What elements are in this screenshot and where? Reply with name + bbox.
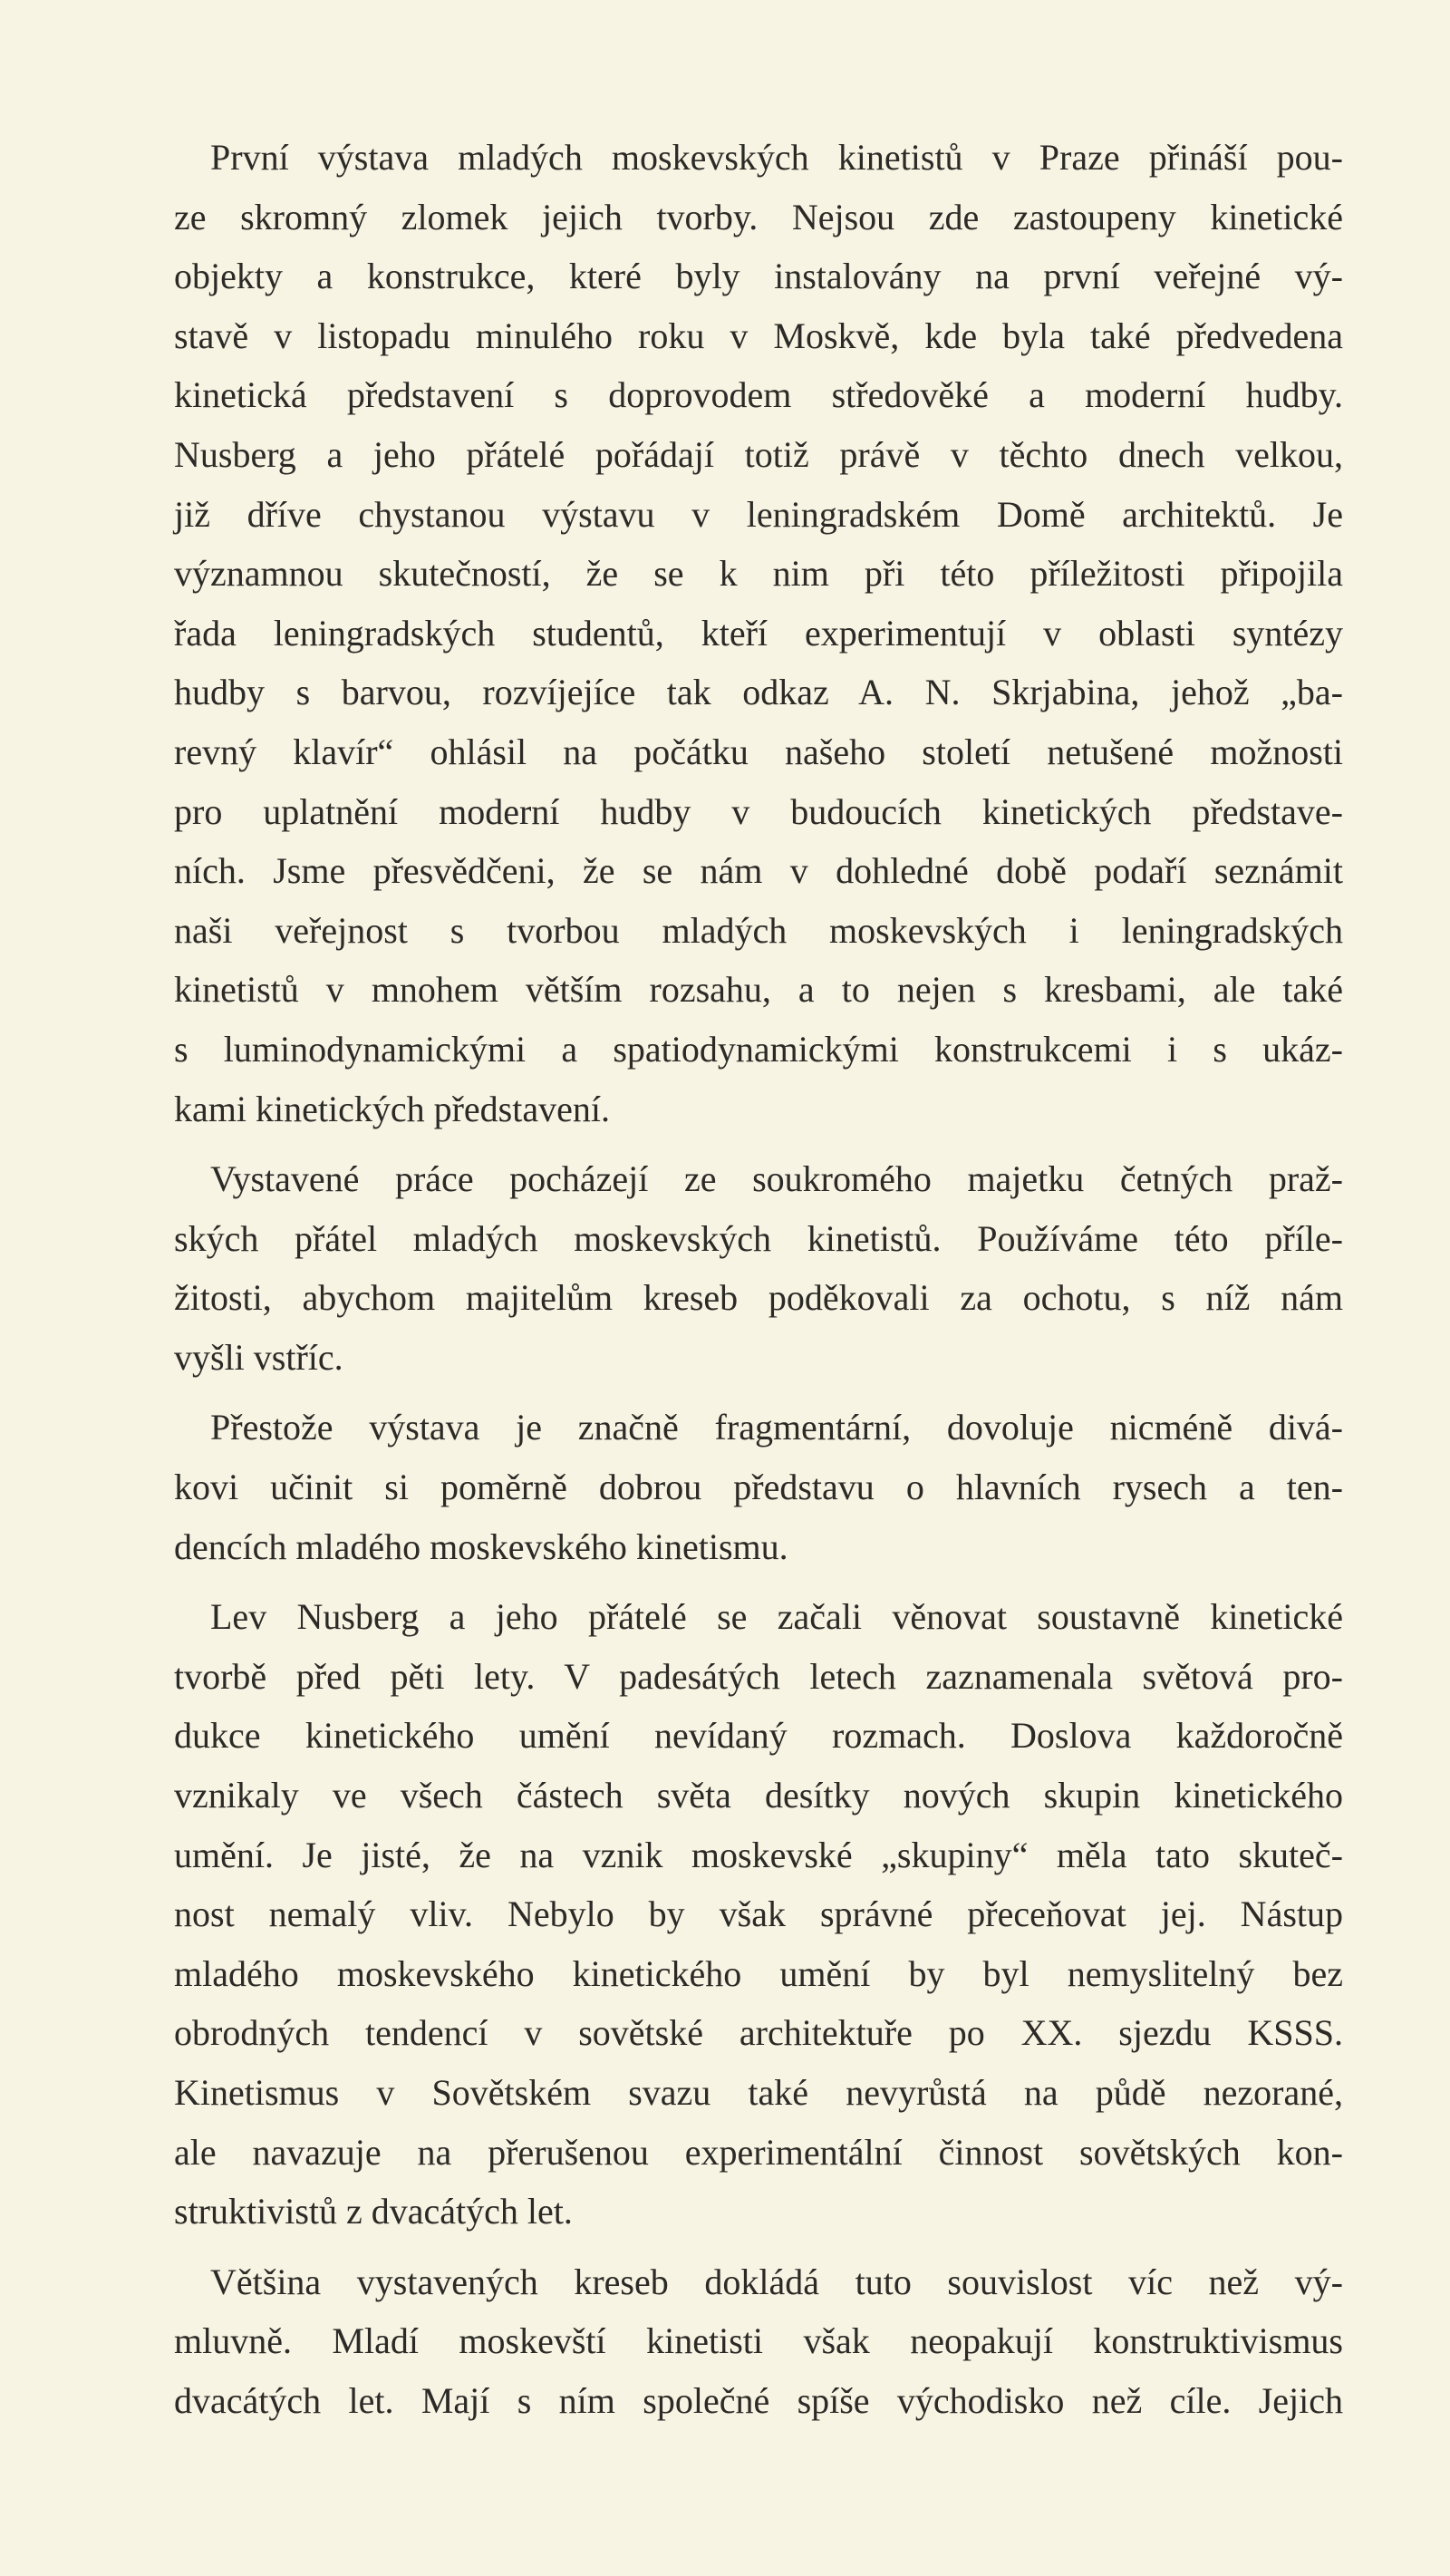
text-line: tvorbě před pěti lety. V padesátých letech zaznamenala světová pro-: [174, 1655, 1343, 1697]
text-line: významnou skutečností, že se k nim při této příležitosti připojila: [174, 553, 1343, 595]
paragraph: [174, 1149, 1343, 1387]
text-line: struktivistů z dvacátých let.: [174, 2191, 573, 2232]
text-line: vznikaly ve všech částech světa desítky nových skupin kinetického: [174, 1775, 1343, 1816]
text-line: mluvně. Mladí moskevští kinetisti však neopakují konstruktivismus: [174, 2320, 1343, 2362]
text-line: stavě v listopadu minulého roku v Moskvě, kde byla také předvedena: [174, 315, 1343, 356]
text-line: kovi učinit si poměrně dobrou představu o hlavních rysech a ten-: [174, 1467, 1343, 1508]
text-line: již dříve chystanou výstavu v leningradském Domě architektů. Je: [174, 493, 1343, 535]
text-line: kinetistů v mnohem větším rozsahu, a to nejen s kresbami, ale také: [174, 969, 1343, 1011]
text-line: Lev Nusberg a jeho přátelé se začali věnovat soustavně kinetické: [210, 1596, 1343, 1638]
text-line: mladého moskevského kinetického umění by byl nemyslitelný bez: [174, 1952, 1343, 1994]
text-line: Vystavené práce pocházejí ze soukromého majetku četných praž-: [210, 1158, 1343, 1200]
text-line: naši veřejnost s tvorbou mladých moskevských i leningradských: [174, 909, 1343, 951]
text-line: dukce kinetického umění nevídaný rozmach. Doslova každoročně: [174, 1715, 1343, 1757]
text-line: ze skromný zlomek jejich tvorby. Nejsou zde zastoupeny kinetické: [174, 196, 1343, 237]
text-line: ních. Jsme přesvědčeni, že se nám v dohledné době podaří seznámit: [174, 850, 1343, 892]
text-line: objekty a konstrukce, které byly instalovány na první veřejné vý-: [174, 256, 1343, 297]
text-line: Kinetismus v Sovětském svazu také nevyrůstá na půdě nezorané,: [174, 2072, 1343, 2113]
text-line: s luminodynamickými a spatiodynamickými konstrukcemi i s ukáz-: [174, 1028, 1343, 1070]
text-line: umění. Je jisté, že na vznik moskevské „skupiny“ měla tato skuteč-: [174, 1834, 1343, 1875]
paragraph: [174, 1587, 1343, 2242]
text-line: Přestože výstava je značně fragmentární, dovoluje nicméně divá-: [210, 1407, 1343, 1448]
paragraph: [174, 2252, 1343, 2431]
text-line: obrodných tendencí v sovětské architektuře po XX. sjezdu KSSS.: [174, 2012, 1343, 2054]
text-line: kami kinetických představení.: [174, 1088, 610, 1129]
text-line: První výstava mladých moskevských kinetistů v Praze přináší pou-: [210, 137, 1343, 178]
body-text: [174, 128, 1343, 2442]
text-line: revný klavír“ ohlásil na počátku našeho století netušené možnosti: [174, 731, 1343, 772]
text-line: dvacátých let. Mají s ním společné spíše východisko než cíle. Jejich: [174, 2379, 1343, 2421]
text-line: Nusberg a jeho přátelé pořádají totiž právě v těchto dnech velkou,: [174, 433, 1343, 475]
text-line: Většina vystavených kreseb dokládá tuto souvislost víc než vý-: [210, 2261, 1343, 2302]
text-line: pro uplatnění moderní hudby v budoucích kinetických představe-: [174, 790, 1343, 832]
text-line: řada leningradských studentů, kteří experimentují v oblasti syntézy: [174, 612, 1343, 654]
paragraph: [174, 1398, 1343, 1576]
text-line: ských přátel mladých moskevských kinetistů. Používáme této příle-: [174, 1217, 1343, 1259]
paragraph: [174, 128, 1343, 1138]
text-line: nost nemalý vliv. Nebylo by však správné přeceňovat jej. Nástup: [174, 1893, 1343, 1935]
text-line: kinetická představení s doprovodem středověké a moderní hudby.: [174, 374, 1343, 416]
text-line: ale navazuje na přerušenou experimentální činnost sovětských kon-: [174, 2131, 1343, 2173]
text-line: dencích mladého moskevského kinetismu.: [174, 1525, 788, 1567]
text-line: vyšli vstříc.: [174, 1336, 343, 1378]
text-line: žitosti, abychom majitelům kreseb poděkovali za ochotu, s níž nám: [174, 1277, 1343, 1319]
text-line: hudby s barvou, rozvíjejíce tak odkaz A. N. Skrjabina, jehož „ba-: [174, 672, 1343, 713]
